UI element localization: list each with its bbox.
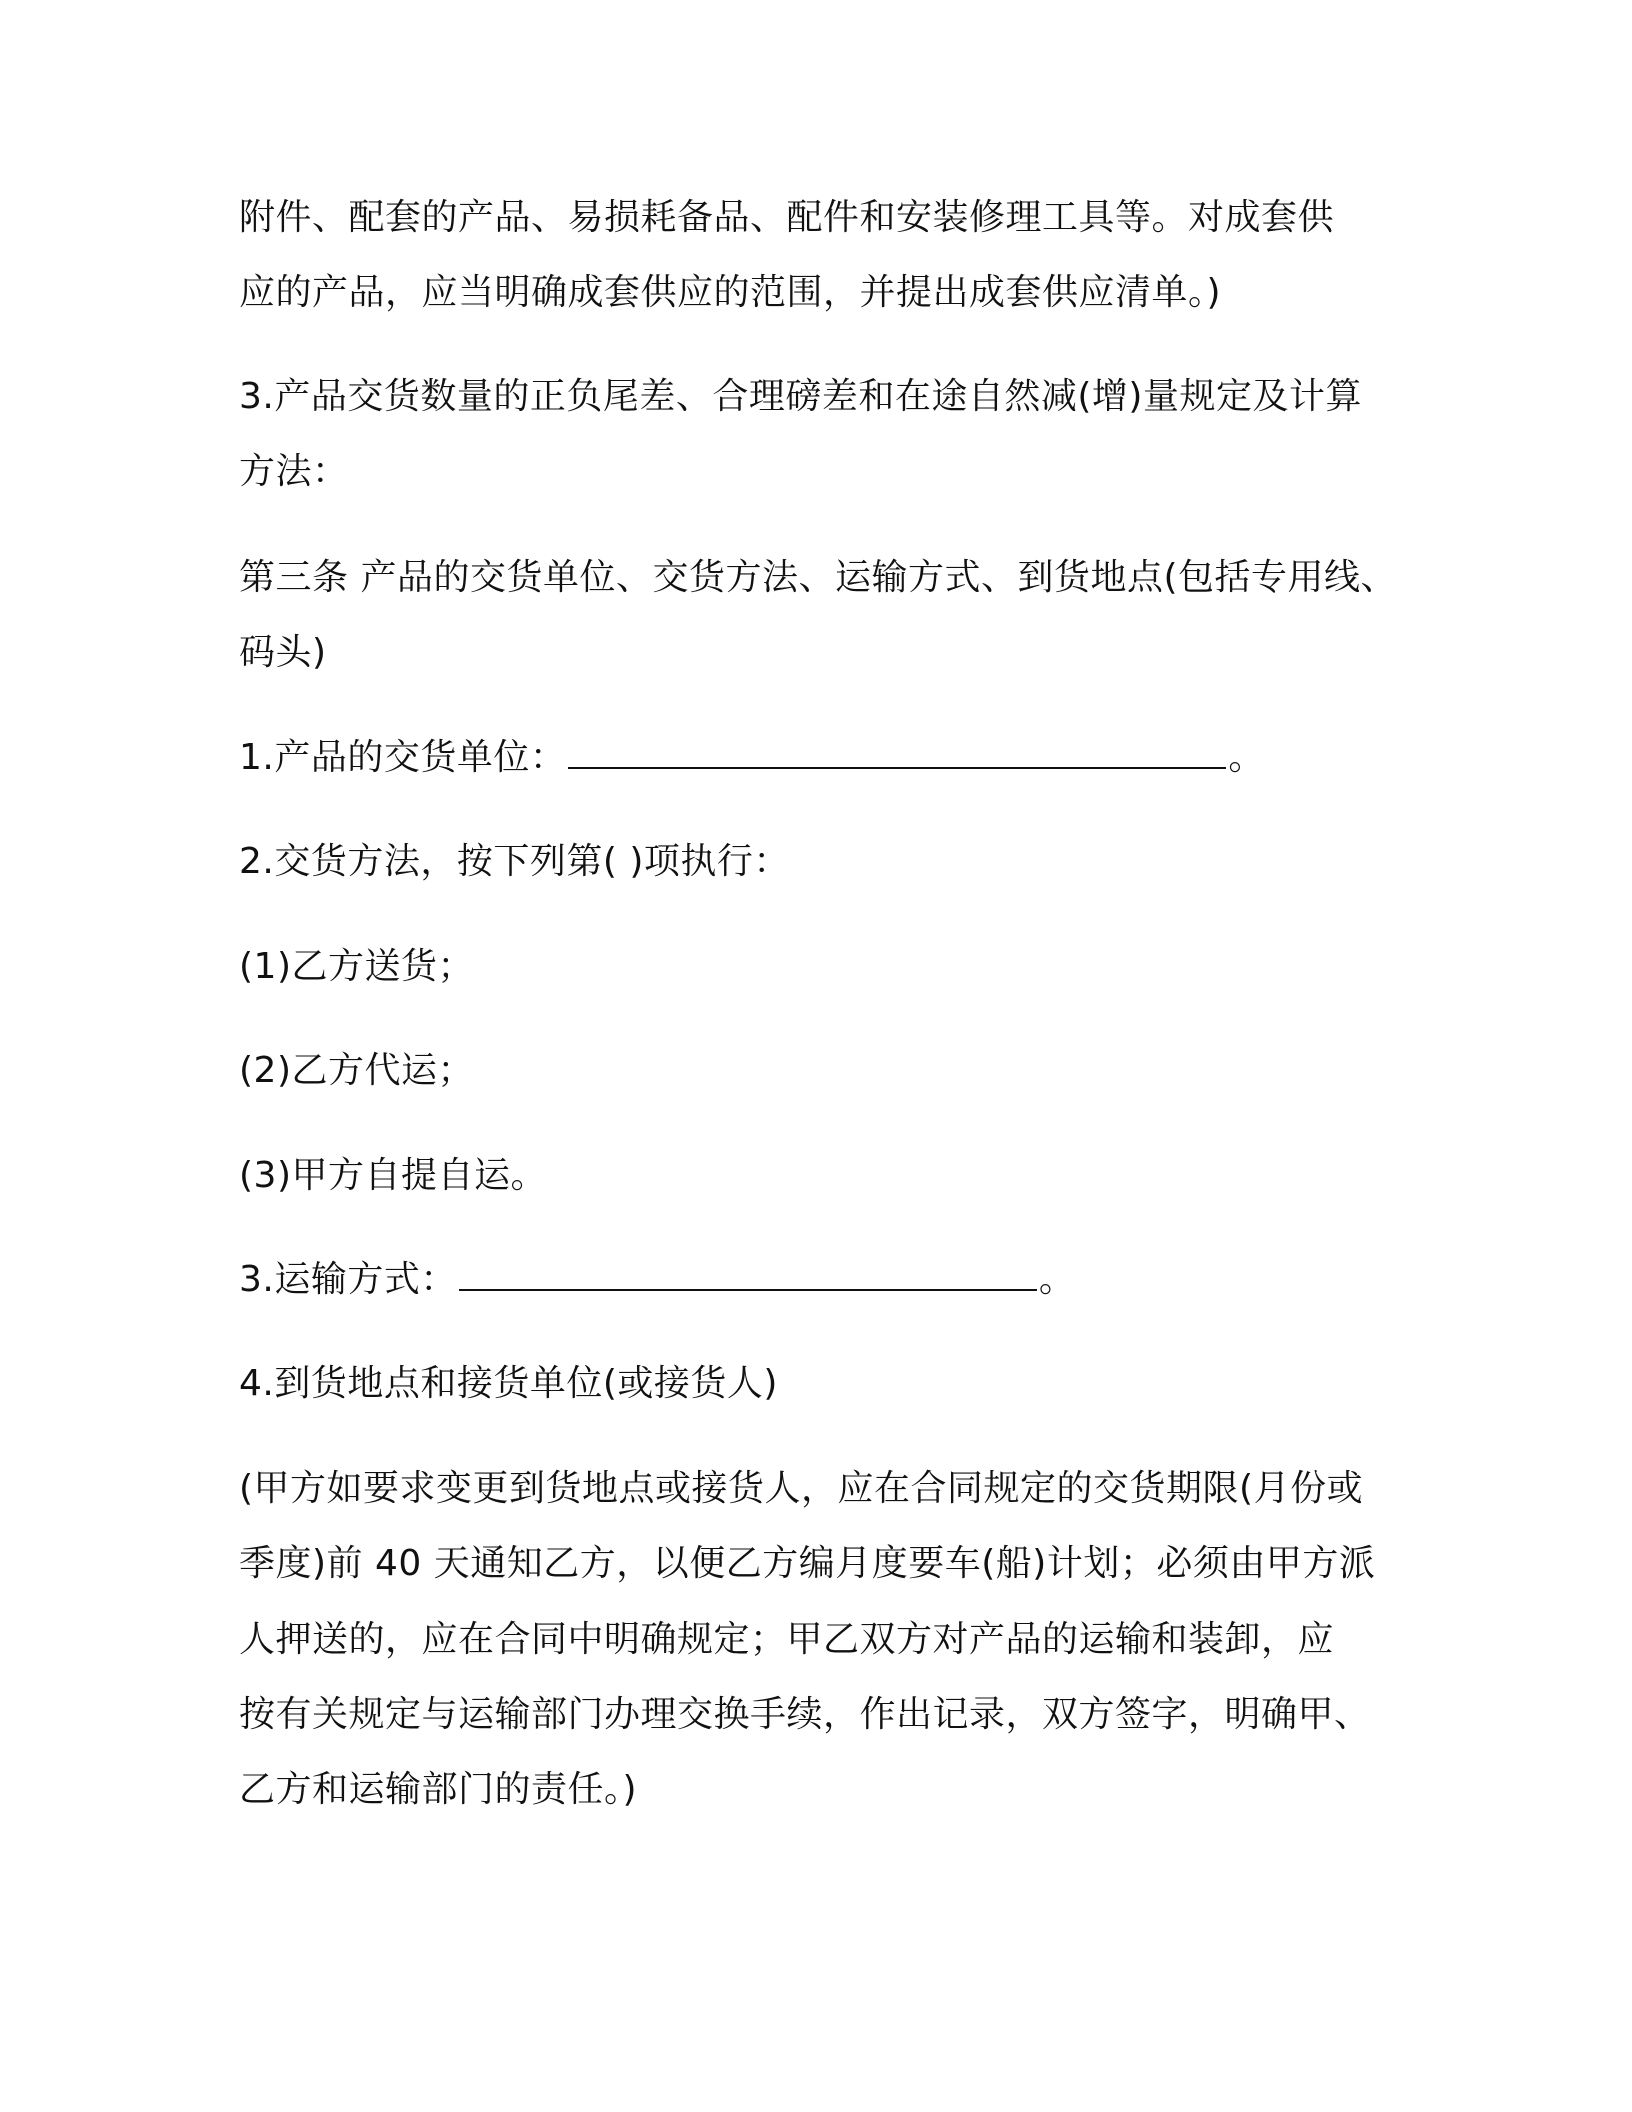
- delivery-unit-end: 。: [1228, 737, 1265, 778]
- text-line: 按有关规定与运输部门办理交换手续，作出记录，双方签字，明确甲、: [239, 1694, 1371, 1735]
- list-line: (2)乙方代运；: [239, 1050, 474, 1091]
- text-line: 3.产品交货数量的正负尾差、合理磅差和在途自然减(增)量规定及计算: [239, 376, 1362, 417]
- transport-end: 。: [1038, 1259, 1076, 1300]
- text-line: 应的产品，应当明确成套供应的范围，并提出成套供应清单。): [239, 272, 1222, 313]
- section-heading: 第三条 产品的交货单位、交货方法、运输方式、到货地点(包括专用线、: [239, 557, 1397, 598]
- delivery-unit-field: [239, 734, 1265, 782]
- transport-label: 3.运输方式：: [239, 1259, 457, 1300]
- list-line: 2.交货方法，按下列第( )项执行：: [239, 841, 790, 882]
- transport-blank[interactable]: [459, 1259, 1037, 1291]
- text-line: 季度)前 40 天通知乙方，以便乙方编月度要车(船)计划；必须由甲方派: [239, 1543, 1376, 1584]
- text-line: 附件、配套的产品、易损耗备品、配件和安装修理工具等。对成套供: [239, 197, 1335, 238]
- delivery-unit-label: 1.产品的交货单位：: [239, 737, 567, 778]
- delivery-unit-blank[interactable]: [568, 737, 1226, 769]
- text-line: (甲方如要求变更到货地点或接货人，应在合同规定的交货期限(月份或: [239, 1468, 1364, 1509]
- text-line: 4.到货地点和接货单位(或接货人): [239, 1363, 778, 1404]
- text-line: 人押送的，应在合同中明确规定；甲乙双方对产品的运输和装卸，应: [239, 1619, 1335, 1660]
- text-line: 乙方和运输部门的责任。): [239, 1769, 638, 1810]
- transport-field: [239, 1256, 1075, 1304]
- list-line: (3)甲方自提自运。: [239, 1155, 547, 1196]
- text-line: 码头): [239, 632, 327, 673]
- list-line: (1)乙方送货；: [239, 946, 474, 987]
- text-line: 方法：: [239, 451, 349, 492]
